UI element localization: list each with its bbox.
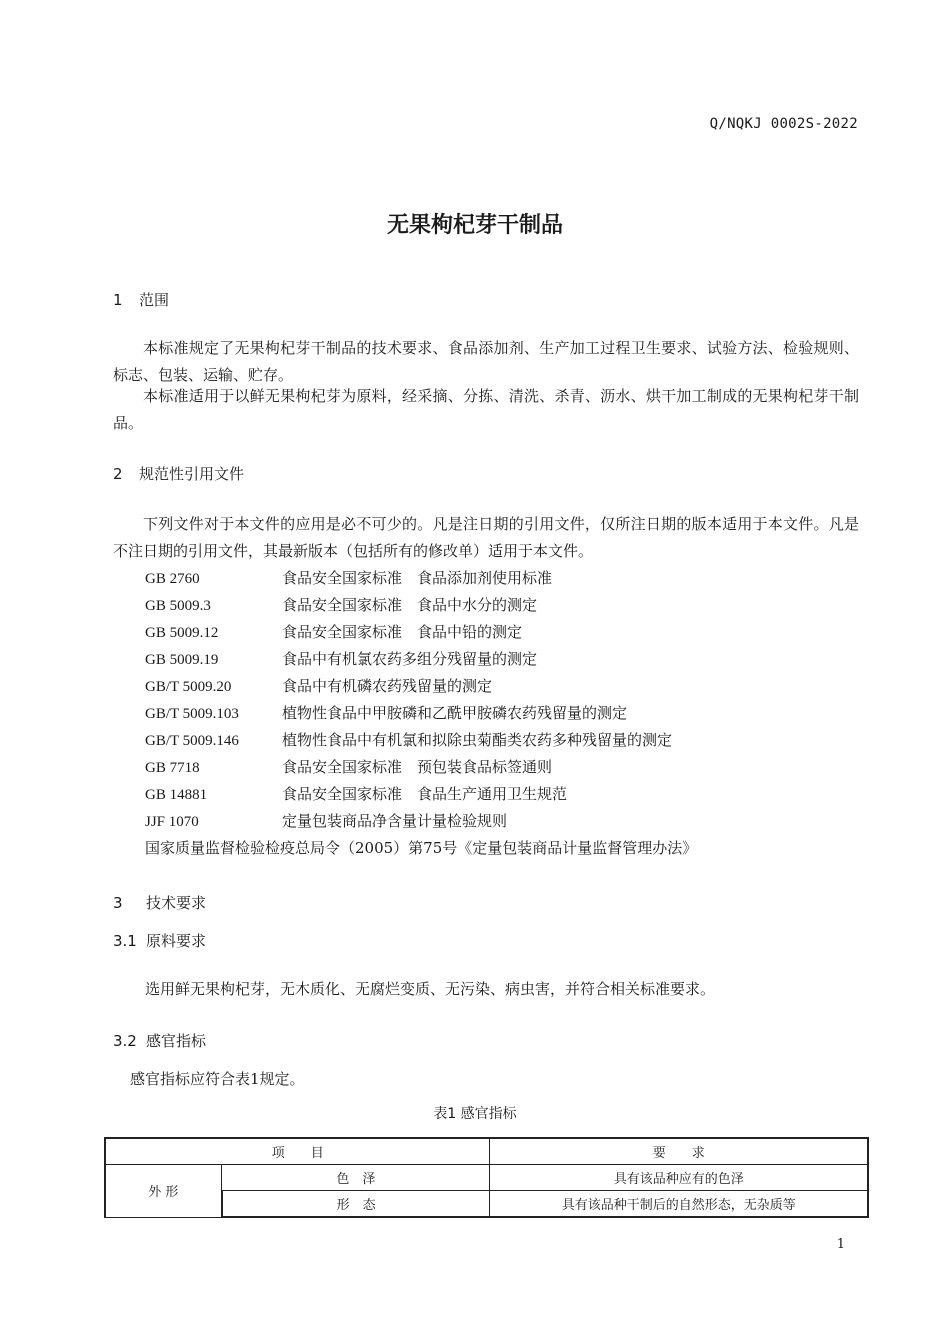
reference-item <box>145 565 552 593</box>
raw-material-text: 选用鲜无果枸杞芽，无木质化、无腐烂变质、无污染、病虫害，并符合相关标准要求。 <box>145 980 716 998</box>
section-1-heading <box>113 289 169 310</box>
subsection-title: 感官指标 <box>146 1032 207 1050</box>
reference-item <box>145 781 567 809</box>
standard-code: Q/NQKJ 0002S-2022 <box>709 116 858 132</box>
reference-code: GB/T 5009.103 <box>145 706 239 722</box>
reference-code: GB 5009.19 <box>145 652 219 668</box>
reference-item <box>145 754 552 782</box>
reference-title: 食品安全国家标准 预包装食品标签通则 <box>282 758 553 776</box>
reference-title: 食品中有机磷农药残留量的测定 <box>282 677 493 695</box>
reference-item <box>145 808 507 836</box>
header-item: 项 目 <box>105 1138 490 1165</box>
header-requirement: 要 求 <box>490 1138 868 1165</box>
reference-code: JJF 1070 <box>145 814 199 830</box>
reference-title: 植物性食品中甲胺磷和乙酰甲胺磷农药残留量的测定 <box>282 704 628 722</box>
requirement-cell: 具有该品种干制后的自然形态，无杂质等 <box>490 1191 868 1218</box>
document-title: 无果枸杞芽干制品 <box>386 213 563 238</box>
table-row <box>105 1165 868 1191</box>
reference-item <box>145 727 672 755</box>
reference-title: 植物性食品中有机氯和拟除虫菊酯类农药多种残留量的测定 <box>282 731 673 749</box>
reference-code: GB/T 5009.146 <box>145 733 239 749</box>
table-header-row <box>105 1138 868 1165</box>
reference-item <box>145 700 627 728</box>
reference-item <box>145 646 537 674</box>
scope-paragraph-2: 本标准适用于以鲜无果枸杞芽为原料，经采摘、分拣、清洗、杀青、沥水、烘干加工制成的无果枸杞芽干制品。 <box>113 387 859 432</box>
section-2-heading <box>113 463 244 484</box>
item-cell: 形 态 <box>222 1191 490 1218</box>
section-title: 规范性引用文件 <box>139 465 245 483</box>
reference-title: 食品安全国家标准 食品生产通用卫生规范 <box>282 785 568 803</box>
reference-decree: 国家质量监督检验检疫总局令（2005）第75号《定量包装商品计量监督管理办法》 <box>145 839 698 857</box>
sensory-table <box>104 1137 869 1218</box>
reference-code: GB/T 5009.20 <box>145 679 232 695</box>
section-3-2-heading <box>113 1030 206 1051</box>
section-3-1-heading <box>113 930 206 951</box>
sensory-text: 感官指标应符合表1规定。 <box>130 1070 305 1088</box>
item-cell: 色 泽 <box>222 1165 490 1191</box>
section-3-heading <box>113 892 206 913</box>
subsection-number: 3.1 <box>113 932 137 950</box>
reference-code: GB 5009.12 <box>145 625 219 641</box>
reference-title: 食品安全国家标准 食品中铅的测定 <box>282 623 523 641</box>
reference-item <box>145 673 492 701</box>
reference-code: GB 2760 <box>145 571 200 587</box>
reference-title: 食品中有机氯农药多组分残留量的测定 <box>282 650 538 668</box>
scope-paragraph-1: 本标准规定了无果枸杞芽干制品的技术要求、食品添加剂、生产加工过程卫生要求、试验方法、检验规则、标志、包装、运输、贮存。 <box>113 339 859 384</box>
section-number: 2 <box>113 465 123 483</box>
reference-title: 食品安全国家标准 食品添加剂使用标准 <box>282 569 553 587</box>
section-number: 3 <box>113 894 123 912</box>
section-title: 技术要求 <box>146 894 207 912</box>
reference-code: GB 5009.3 <box>145 598 211 614</box>
references-intro: 下列文件对于本文件的应用是必不可少的。凡是注日期的引用文件，仅所注日期的版本适用于本文件。凡是不注日期的引用文件，其最新版本（包括所有的修改单）适用于本文件。 <box>113 515 859 560</box>
reference-code: GB 14881 <box>145 787 208 803</box>
subsection-title: 原料要求 <box>146 932 207 950</box>
group-cell: 外 形 <box>105 1165 222 1218</box>
reference-item <box>145 619 522 647</box>
reference-title: 食品安全国家标准 食品中水分的测定 <box>282 596 538 614</box>
reference-title: 定量包装商品净含量计量检验规则 <box>282 812 508 830</box>
reference-code: GB 7718 <box>145 760 200 776</box>
page-number: 1 <box>836 1237 845 1252</box>
section-title: 范围 <box>139 291 170 309</box>
subsection-number: 3.2 <box>113 1032 137 1050</box>
reference-item <box>145 592 537 620</box>
requirement-cell: 具有该品种应有的色泽 <box>490 1165 868 1191</box>
section-number: 1 <box>113 291 123 309</box>
table-caption: 表1 感官指标 <box>433 1106 517 1122</box>
